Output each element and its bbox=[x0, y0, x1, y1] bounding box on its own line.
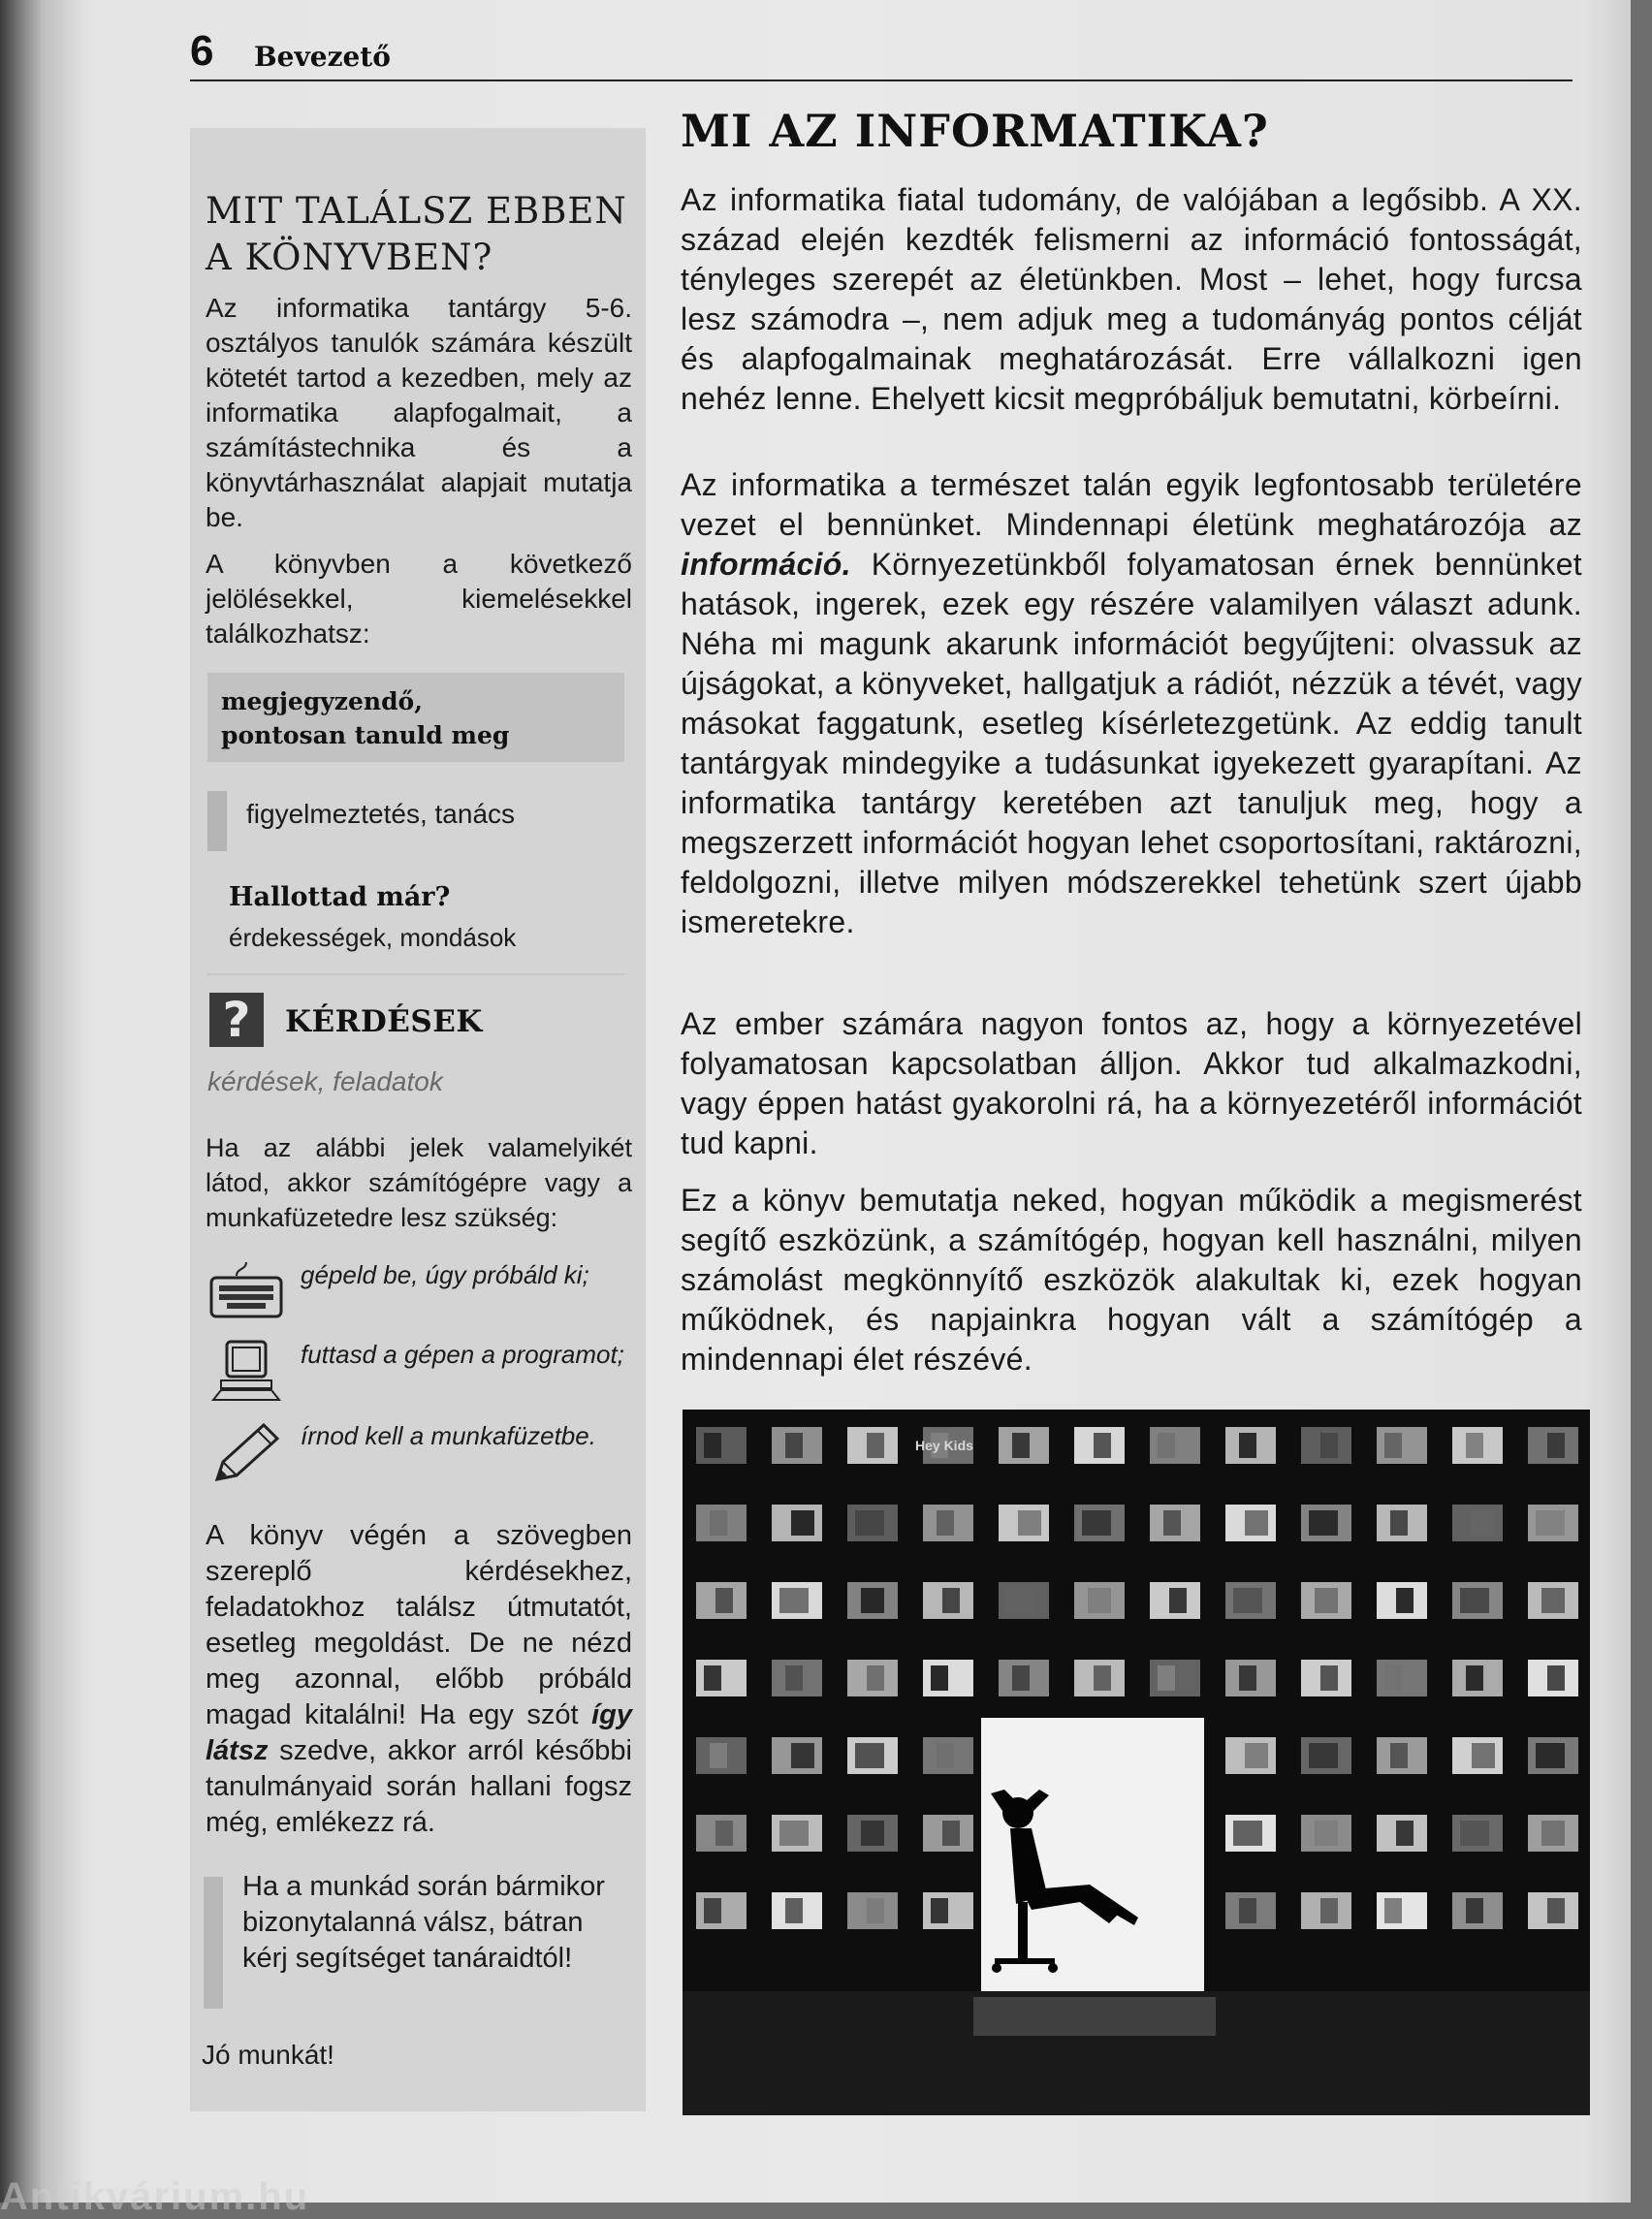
tv-screen-content bbox=[1245, 1743, 1268, 1768]
sidebar-title bbox=[206, 188, 632, 281]
tv-screen-content bbox=[1466, 1433, 1483, 1458]
tv-screen-content bbox=[861, 1821, 884, 1846]
icon-label-computer: futtasd a gépen a programot; bbox=[301, 1340, 624, 1369]
tv-screen-content bbox=[1163, 1510, 1181, 1536]
symbols-intro: Ha az alábbi jelek valamelyikét látod, akkor számítógépre vagy a munkafüzetedre lesz szükség: bbox=[206, 1133, 632, 1232]
paragraph-2-before: Az informatika a természet talán egyik legfontosabb területére vezet el bennünket. Mindennapi életünk meghatározója az bbox=[681, 467, 1582, 542]
sidebar-title-line2: A KÖNYVBEN? bbox=[206, 237, 493, 278]
tv-screen-content bbox=[1460, 1588, 1489, 1613]
tv-screen-content bbox=[1239, 1665, 1256, 1691]
tv-screen-content bbox=[1536, 1743, 1565, 1768]
tv-screen-content bbox=[779, 1821, 809, 1846]
tv-screen-content bbox=[1396, 1588, 1414, 1613]
question-mark-icon: ? bbox=[209, 993, 264, 1047]
keyboard-icon bbox=[207, 1258, 285, 1326]
tv-screen-content bbox=[1541, 1588, 1565, 1613]
tip-marker bbox=[204, 1877, 223, 2009]
answers-text-after: szedve, akkor arról későbbi tanulmányaid során hallani fogsz még, emlékezz rá. bbox=[206, 1735, 632, 1838]
questions-title: KÉRDÉSEK bbox=[285, 1004, 483, 1039]
tv-screen-content bbox=[867, 1898, 884, 1923]
tv-screen-content bbox=[1384, 1898, 1402, 1923]
tv-screen-content bbox=[1018, 1510, 1041, 1536]
note-sample-box bbox=[207, 673, 624, 762]
tv-screen-content bbox=[1245, 1510, 1268, 1536]
tv-screen-content bbox=[791, 1743, 814, 1768]
tv-screen-content bbox=[704, 1665, 721, 1691]
tv-screen-content bbox=[1547, 1433, 1565, 1458]
tv-wall-illustration bbox=[683, 1410, 1590, 2115]
paragraph-1: Az informatika fiatal tudomány, de valójában a legősibb. A XX. század elején kezdték felismerni az információ fontosságát, tényleges szerepét az életünkben. Most – lehet, hogy furcsa lesz számodra –, nem adjuk meg a tudományág pontos célját és alapfogalmainak meghatározását. Erre vállalkozni igen nehéz lenne. Ehelyett kicsit megpróbáljuk bemutatni, körbeírni. bbox=[681, 182, 1582, 416]
heard-subtitle: érdekességek, mondások bbox=[229, 923, 517, 952]
heard-title: Hallottad már? bbox=[229, 882, 451, 912]
icon-label-pencil: írnod kell a munkafüzetbe. bbox=[301, 1421, 596, 1450]
pencil-icon bbox=[207, 1419, 285, 1487]
tv-screen-content bbox=[779, 1588, 809, 1613]
tv-screen-content bbox=[1390, 1743, 1408, 1768]
tv-screen-content bbox=[942, 1588, 960, 1613]
paragraph-4: Ez a könyv bemutatja neked, hogyan működik a megismerést segítő eszközünk, a számítógép, hogyan kell használni, milyen számolást megkönnyítő eszközök alakultak ki, ezek hogyan működnek, és napjainkra hogyan vált a számítógép a mindennapi élet részévé. bbox=[681, 1183, 1582, 1377]
tv-screen-content bbox=[1239, 1898, 1256, 1923]
tv-screen-content bbox=[1466, 1665, 1483, 1691]
computer-icon bbox=[207, 1338, 285, 1406]
tv-screen-content bbox=[715, 1821, 733, 1846]
paragraph-3: Az ember számára nagyon fontos az, hogy a környezetével folyamatosan kapcsolatban álljon. Akkor tud alkalmazkodni, vagy éppen hatást gyakorolni rá, ha a környezetéről információt tud kapni. bbox=[681, 1006, 1582, 1160]
tv-screen-content bbox=[861, 1588, 884, 1613]
page-number: 6 bbox=[190, 27, 214, 75]
icon-row-keyboard bbox=[207, 1258, 634, 1328]
tv-screen-content bbox=[1094, 1433, 1111, 1458]
tv-screen-content bbox=[1541, 1821, 1565, 1846]
main-title: MI AZ INFORMATIKA? bbox=[681, 105, 1269, 157]
tv-screen-content bbox=[855, 1510, 884, 1536]
icon-row-computer bbox=[207, 1338, 634, 1408]
tv-screen-content bbox=[785, 1433, 803, 1458]
page-header bbox=[190, 19, 1573, 81]
tv-screen-content bbox=[1384, 1665, 1402, 1691]
floor-reflection bbox=[973, 1997, 1216, 2036]
tv-screen-content bbox=[931, 1665, 948, 1691]
tv-screen-content bbox=[1082, 1510, 1111, 1536]
tv-screen-content bbox=[1315, 1588, 1338, 1613]
tv-screen-content bbox=[937, 1510, 954, 1536]
sidebar-box bbox=[190, 128, 646, 2111]
tv-screen-content bbox=[785, 1665, 803, 1691]
sidebar-divider bbox=[207, 973, 624, 975]
paragraph-2-emphasis: információ. bbox=[681, 547, 851, 582]
warning-sample-text: figyelmeztetés, tanács bbox=[246, 799, 516, 829]
tv-screen-content bbox=[1309, 1743, 1338, 1768]
watermark: Antikvárium.hu bbox=[0, 2175, 310, 2218]
questions-subtitle: kérdések, feladatok bbox=[207, 1066, 443, 1096]
paragraph-2 bbox=[681, 465, 1582, 942]
sign-off: Jó munkát! bbox=[202, 2040, 334, 2070]
tv-screen-content bbox=[1384, 1433, 1402, 1458]
tv-screen-content bbox=[1094, 1665, 1111, 1691]
tv-screen-content bbox=[931, 1898, 948, 1923]
tv-screen-content bbox=[1012, 1433, 1030, 1458]
icon-row-pencil bbox=[207, 1419, 634, 1489]
tv-screen-content bbox=[855, 1743, 884, 1768]
note-sample-line1: megjegyzendő, bbox=[221, 687, 423, 715]
tv-screen-content bbox=[704, 1433, 721, 1458]
tv-screen-content bbox=[942, 1821, 960, 1846]
tv-screen-content bbox=[1088, 1588, 1111, 1613]
tv-screen-content bbox=[867, 1665, 884, 1691]
answers-emphasis: így látsz bbox=[206, 1699, 632, 1766]
tv-screen-content bbox=[1239, 1433, 1256, 1458]
tv-screen-content bbox=[710, 1510, 727, 1536]
icon-label-keyboard: gépeld be, úgy próbáld ki; bbox=[301, 1260, 589, 1289]
tv-screen-content bbox=[1547, 1665, 1565, 1691]
book-spine-shadow bbox=[0, 0, 41, 2203]
tv-screen-content bbox=[704, 1898, 721, 1923]
tv-screen-content bbox=[1012, 1665, 1030, 1691]
tv-screen-content bbox=[937, 1743, 954, 1768]
tv-screen-content bbox=[1233, 1588, 1262, 1613]
tv-screen-content bbox=[1320, 1433, 1338, 1458]
sidebar-intro: Az informatika tantárgy 5-6. osztályos tanulók számára készült kötetét tartod a kezedben, mely az informatika alapfogalmait, a számítástechnika és a könyvtárhasználat alapjait mutatja be. bbox=[206, 293, 632, 532]
note-sample-text bbox=[221, 684, 509, 752]
tv-screen-content bbox=[1547, 1898, 1565, 1923]
note-sample-line2: pontosan tanuld meg bbox=[221, 721, 510, 749]
tv-screen-content bbox=[1466, 1898, 1483, 1923]
tv-screen-content bbox=[1158, 1665, 1175, 1691]
answers-paragraph bbox=[206, 1518, 632, 1841]
tv-screen-content bbox=[1472, 1510, 1495, 1536]
answers-text-before: A könyv végén a szövegben szereplő kérdésekhez, feladatokhoz találsz útmutatót, esetleg megoldást. De ne nézd meg azonnal, előbb próbáld magad kitalálni! Ha egy szót bbox=[206, 1520, 632, 1730]
tv-screen-content bbox=[1536, 1510, 1565, 1536]
sidebar-title-line1: MIT TALÁLSZ EBBEN bbox=[206, 190, 627, 232]
warning-marker bbox=[207, 791, 227, 851]
tv-wall-photo bbox=[683, 1410, 1590, 2115]
tv-screen-content bbox=[785, 1898, 803, 1923]
tv-screen-content bbox=[1390, 1510, 1408, 1536]
paragraph-2-after: Környezetünkből folyamatosan érnek bennünket hatások, ingerek, ezek egy részére valamilyen választ adunk. Néha mi magunk akarunk információt begyűjteni: olvassuk az újságokat, a könyveket, hallgatjuk a rádiót, nézzük a tévét, vagy másokat faggatunk, esetleg kísérletezgetünk. Az eddig tanult tantárgyak mindegyike a tudásunkat igyekezett gyarapítani. Az informatika tantárgy keretében azt tanuljuk meg, hogy a megszerzett információt hogyan lehet csoportosítani, raktározni, feldolgozni, illetve milyen módszerekkel tehetünk szert újabb ismeretekre. bbox=[681, 547, 1582, 939]
tv-screen-content bbox=[867, 1433, 884, 1458]
section-name: Bevezető bbox=[254, 41, 391, 73]
tv-screen-content bbox=[1460, 1821, 1489, 1846]
tv-screen-content bbox=[715, 1588, 733, 1613]
tv-screen-content bbox=[1320, 1665, 1338, 1691]
tv-screen-content bbox=[1233, 1821, 1262, 1846]
tv-caption-hey-kids: Hey Kids bbox=[915, 1438, 973, 1453]
tv-screen-content bbox=[1472, 1743, 1495, 1768]
tv-screen-content bbox=[1315, 1821, 1338, 1846]
tv-screen-content bbox=[1169, 1588, 1187, 1613]
sidebar-markings-intro: A könyvben a következő jelölésekkel, kiemelésekkel találkozhatsz: bbox=[206, 549, 632, 649]
tip-text: Ha a munkád során bármikor bizonytalanná válsz, bátran kérj segítséget tanáraidtól! bbox=[242, 1871, 605, 1974]
tv-screen-content bbox=[1158, 1433, 1175, 1458]
tv-screen-content bbox=[791, 1510, 814, 1536]
tv-screen-content bbox=[1309, 1510, 1338, 1536]
tv-screen-content bbox=[1320, 1898, 1338, 1923]
tv-screen-content bbox=[710, 1743, 727, 1768]
tv-screen-content bbox=[1396, 1821, 1414, 1846]
tv-screen-content bbox=[1006, 1588, 1035, 1613]
